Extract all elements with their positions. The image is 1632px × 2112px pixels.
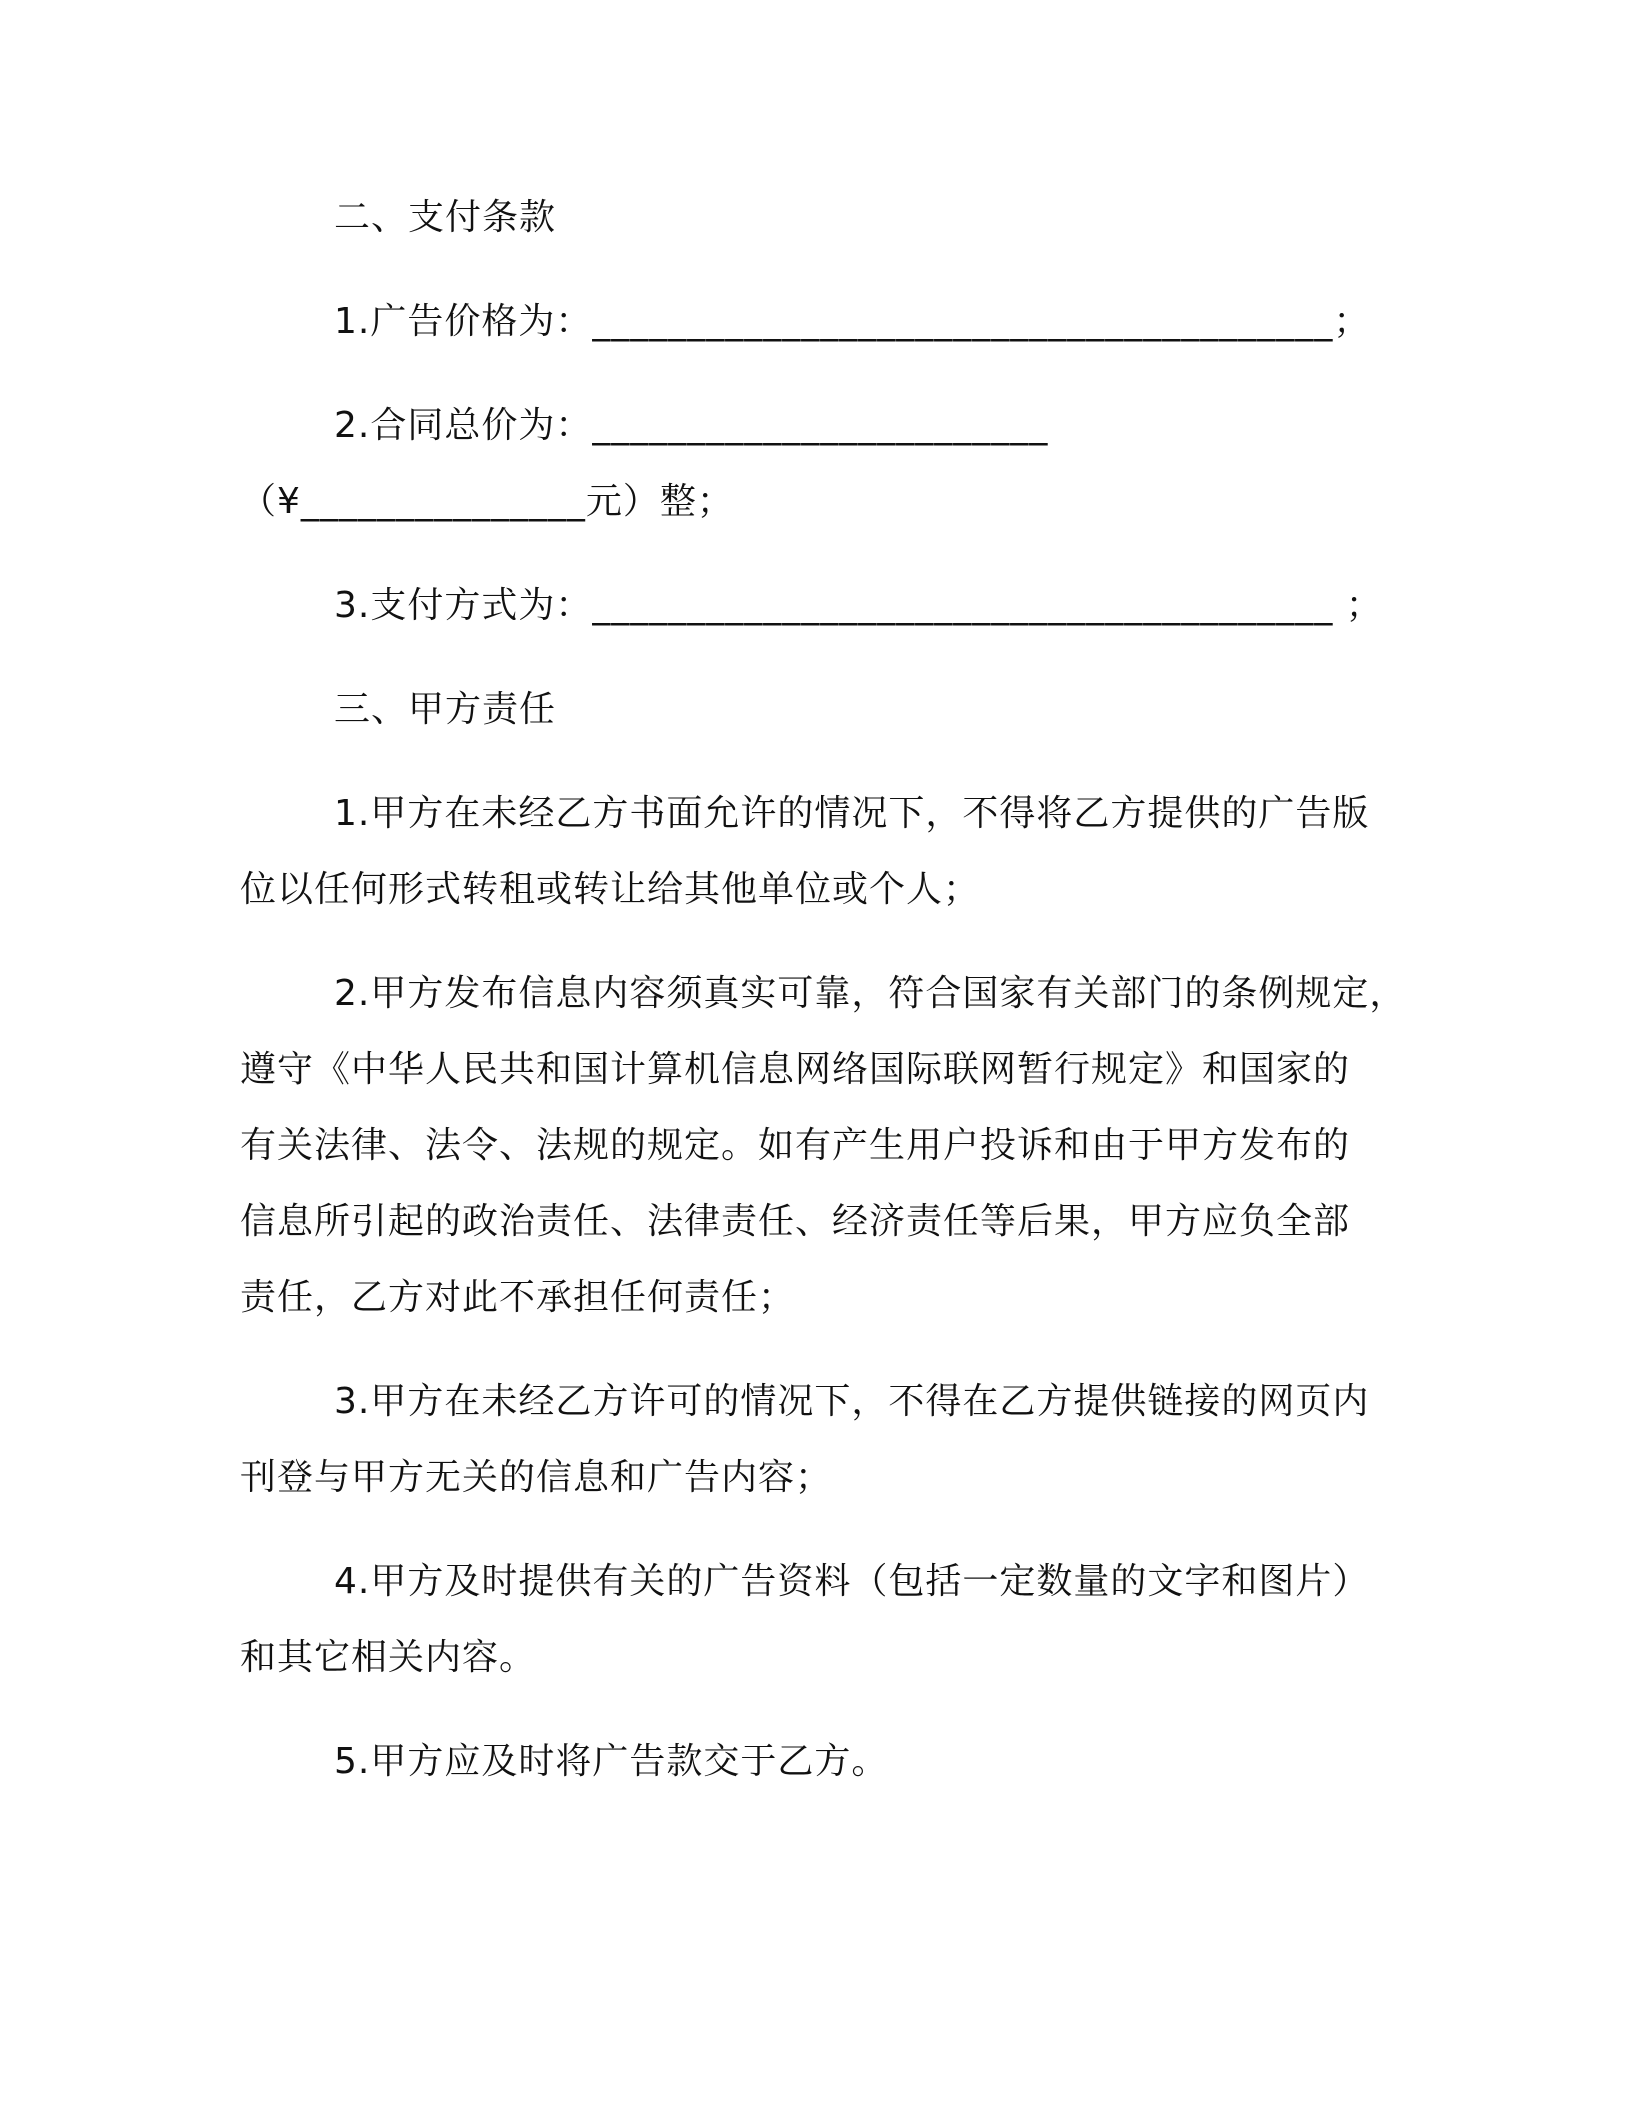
party-a-item-2-line-2: 遵守《中华人民共和国计算机信息网络国际联网暂行规定》和国家的 bbox=[240, 1049, 1351, 1090]
party-a-item-3-line-2: 刊登与甲方无关的信息和广告内容； bbox=[240, 1457, 833, 1498]
party-a-item-2-line-3: 有关法律、法令、法规的规定。如有产生用户投诉和由于甲方发布的 bbox=[240, 1125, 1351, 1166]
party-a-item-2-line-1: 2.甲方发布信息内容须真实可靠，符合国家有关部门的条例规定， bbox=[334, 973, 1407, 1014]
clause-ad-price: 1.广告价格为：_______________________________________； bbox=[334, 301, 1371, 342]
section-heading-party-a: 三、甲方责任 bbox=[334, 689, 557, 730]
clause-payment-method: 3.支付方式为：_______________________________________ ； bbox=[334, 585, 1383, 626]
party-a-item-2-line-5: 责任，乙方对此不承担任何责任； bbox=[240, 1277, 796, 1318]
clause-contract-total: 2.合同总价为：________________________ bbox=[334, 405, 1049, 446]
section-heading-payment: 二、支付条款 bbox=[334, 197, 557, 238]
party-a-item-5: 5.甲方应及时将广告款交于乙方。 bbox=[334, 1741, 889, 1782]
party-a-item-4-line-2: 和其它相关内容。 bbox=[240, 1637, 537, 1678]
party-a-item-1-line-1: 1.甲方在未经乙方书面允许的情况下，不得将乙方提供的广告版 bbox=[334, 793, 1370, 834]
party-a-item-4-line-1: 4.甲方及时提供有关的广告资料（包括一定数量的文字和图片） bbox=[334, 1561, 1370, 1602]
party-a-item-2-line-4: 信息所引起的政治责任、法律责任、经济责任等后果，甲方应负全部 bbox=[240, 1201, 1351, 1242]
party-a-item-3-line-1: 3.甲方在未经乙方许可的情况下，不得在乙方提供链接的网页内 bbox=[334, 1381, 1370, 1422]
party-a-item-1-line-2: 位以任何形式转租或转让给其他单位或个人； bbox=[240, 869, 981, 910]
clause-contract-total-continued: （¥_______________元）整； bbox=[240, 481, 734, 522]
